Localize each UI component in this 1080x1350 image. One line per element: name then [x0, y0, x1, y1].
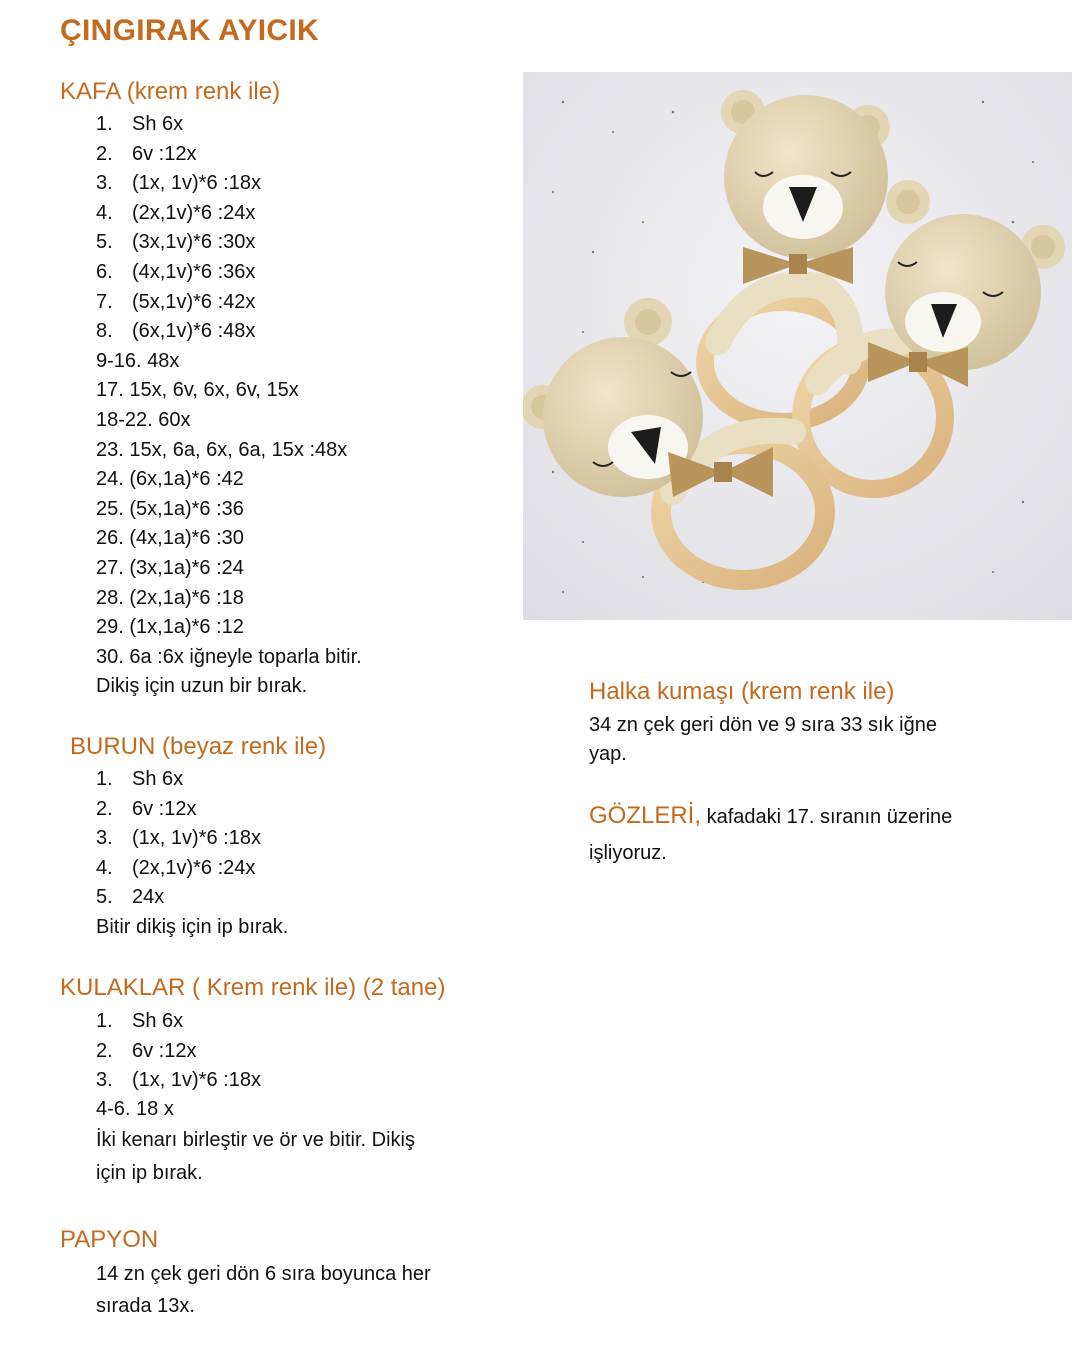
kafa-line: 26. (4x,1a)*6 :30 [96, 527, 244, 550]
kafa-step-number: 4. [96, 201, 113, 224]
kafa-line: 25. (5x,1a)*6 :36 [96, 497, 244, 520]
kafa-step-text: (1x, 1v)*6 :18x [132, 172, 261, 195]
kafa-step [96, 113, 183, 135]
kulaklar-step [96, 1040, 196, 1062]
burun-step-text: (2x,1v)*6 :24x [132, 856, 256, 879]
kafa-step [96, 291, 255, 313]
kulaklar-note-2: için ip bırak. [96, 1162, 203, 1184]
burun-step-number: 4. [96, 856, 113, 879]
kafa-step-text: (2x,1v)*6 :24x [132, 201, 256, 224]
teddy-rattles-photo [523, 72, 1072, 620]
kulaklar-step [96, 1069, 261, 1091]
kafa-step-text: 6v :12x [132, 142, 197, 165]
kafa-line: 9-16. 48x [96, 349, 180, 372]
kafa-step [96, 172, 261, 194]
gozleri-text: kafadaki 17. sıranın üzerine [701, 806, 953, 828]
kafa-line: 30. 6a :6x iğneyle toparla bitir. [96, 645, 362, 668]
kafa-step-number: 5. [96, 231, 113, 254]
halka-line-1: 34 zn çek geri dön ve 9 sıra 33 sık iğne [589, 714, 937, 736]
burun-step-text: Sh 6x [132, 768, 184, 790]
kafa-step-number: 1. [96, 113, 113, 135]
kafa-step [96, 202, 255, 224]
kulaklar-step-text: (1x, 1v)*6 :18x [132, 1069, 261, 1092]
burun-step-number: 5. [96, 886, 113, 909]
kafa-step [96, 261, 255, 283]
kafa-line: 29. (1x,1a)*6 :12 [96, 616, 244, 639]
kafa-step-text: (5x,1v)*6 :42x [132, 290, 256, 313]
burun-step-number: 3. [96, 827, 113, 850]
kafa-line: 17. 15x, 6v, 6x, 6v, 15x [96, 379, 299, 402]
papyon-line-1: 14 zn çek geri dön 6 sıra boyunca her [96, 1263, 431, 1285]
kulaklar-step-text: 6v :12x [132, 1039, 197, 1062]
burun-note: Bitir dikiş için ip bırak. [96, 916, 289, 938]
kafa-line: 24. (6x,1a)*6 :42 [96, 468, 244, 491]
kulaklar-step [96, 1010, 183, 1032]
halka-heading: Halka kumaşı (krem renk ile) [589, 678, 895, 705]
burun-step-text: 6v :12x [132, 797, 197, 820]
burun-step-number: 2. [96, 797, 113, 820]
burun-step-text: 24x [132, 886, 165, 909]
burun-step [96, 798, 196, 820]
kafa-step-number: 8. [96, 320, 113, 343]
kafa-step [96, 231, 255, 253]
kafa-line: 28. (2x,1a)*6 :18 [96, 586, 244, 609]
burun-step-number: 1. [96, 768, 113, 790]
kulaklar-step-number: 1. [96, 1010, 113, 1032]
kulaklar-step-text: Sh 6x [132, 1010, 184, 1032]
kulaklar-step-number: 3. [96, 1069, 113, 1092]
kafa-line: Dikiş için uzun bir bırak. [96, 675, 308, 698]
kafa-step [96, 320, 255, 342]
kafa-heading: KAFA (krem renk ile) [60, 78, 281, 105]
kulaklar-line: 4-6. 18 x [96, 1098, 174, 1120]
kafa-line: 23. 15x, 6a, 6x, 6a, 15x :48x [96, 438, 348, 461]
burun-step [96, 827, 261, 849]
halka-line-2: yap. [589, 743, 627, 765]
papyon-heading: PAPYON [60, 1226, 159, 1253]
kafa-line: 18-22. 60x [96, 409, 191, 431]
kafa-step [96, 143, 196, 165]
kafa-step-number: 2. [96, 142, 113, 165]
gozleri-heading: GÖZLERİ, [589, 802, 702, 829]
kafa-step-number: 3. [96, 172, 113, 195]
burun-step [96, 886, 164, 908]
gozleri-line-2: işliyoruz. [589, 842, 667, 864]
kafa-step-number: 7. [96, 290, 113, 313]
burun-heading: BURUN (beyaz renk ile) [70, 733, 327, 760]
burun-step [96, 768, 183, 790]
page-title: ÇINGIRAK AYICIK [60, 14, 319, 47]
kafa-step-text: (6x,1v)*6 :48x [132, 320, 256, 343]
kulaklar-heading: KULAKLAR ( Krem renk ile) (2 tane) [60, 974, 446, 1001]
kafa-step-text: Sh 6x [132, 113, 184, 135]
gozleri-line-1 [589, 802, 953, 829]
burun-step-text: (1x, 1v)*6 :18x [132, 827, 261, 850]
burun-step [96, 857, 255, 879]
kulaklar-step-number: 2. [96, 1039, 113, 1062]
kafa-step-text: (4x,1v)*6 :36x [132, 261, 256, 283]
kafa-line: 27. (3x,1a)*6 :24 [96, 557, 244, 579]
papyon-line-2: sırada 13x. [96, 1295, 195, 1317]
kafa-step-number: 6. [96, 261, 113, 283]
kulaklar-note-1: İki kenarı birleştir ve ör ve bitir. Dikiş [96, 1129, 415, 1151]
kafa-step-text: (3x,1v)*6 :30x [132, 231, 256, 254]
